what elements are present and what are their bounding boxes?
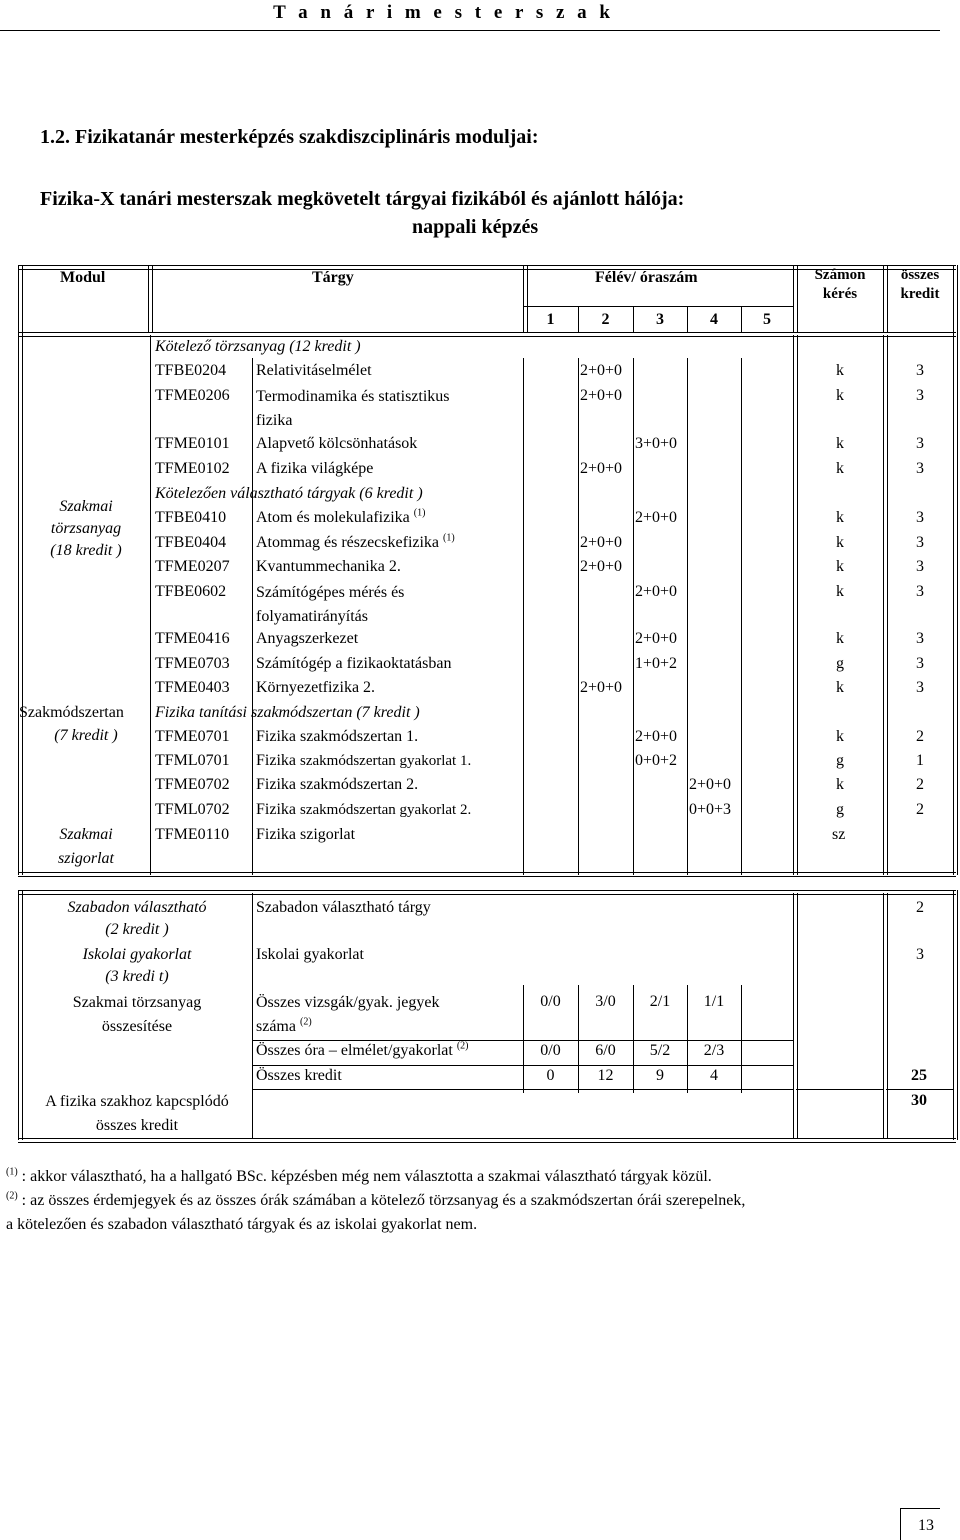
module-szakmai-torzsanyag: Szakmai törzsanyag (18 kredit ) xyxy=(50,498,122,559)
row-exam: k xyxy=(836,776,844,793)
header-rule xyxy=(0,30,940,31)
row-credit: 3 xyxy=(916,655,924,672)
row-exam: k xyxy=(836,728,844,745)
row-name: Alapvető kölcsönhatások xyxy=(256,435,418,452)
kredit-total: 25 xyxy=(911,1067,927,1084)
kredit-sem1: 0 xyxy=(546,1067,555,1084)
semester-5: 5 xyxy=(763,311,771,328)
module-szakmai-szigorlat: Szakmai szigorlat xyxy=(57,826,114,867)
row-credit: 3 xyxy=(916,630,924,647)
row-credit: 1 xyxy=(916,752,924,769)
row-exam: sz xyxy=(832,826,846,843)
row-code: TFME0206 xyxy=(155,387,230,404)
row-exam: k xyxy=(836,558,844,575)
col-header-szamonkeres: Számon kérés xyxy=(814,267,866,302)
row-load: 0+0+3 xyxy=(689,801,732,818)
vizsga-sem3: 2/1 xyxy=(649,993,671,1010)
row-load: 2+0+0 xyxy=(580,387,623,404)
row-exam: g xyxy=(836,752,844,769)
row-load: 2+0+0 xyxy=(635,509,678,526)
row-exam: k xyxy=(836,509,844,526)
module-osszesites: Szakmai törzsanyag összesítése xyxy=(72,994,202,1035)
szabadon-credit: 2 xyxy=(916,899,924,916)
row-load: 2+0+0 xyxy=(580,534,623,551)
row-code: TFML0702 xyxy=(155,801,230,818)
ora-sem4: 2/3 xyxy=(703,1042,725,1059)
row-name: Fizika szakmódszertan 2. xyxy=(256,776,419,793)
row-name: Számítógépes mérés és folyamatirányítás xyxy=(256,584,405,625)
vizsga-label: Összes vizsgák/gyak. jegyek száma $^{(2)}$ xyxy=(256,994,440,1035)
row-name: Atommag és részecskefizika $^{(1)}$ xyxy=(256,532,455,551)
iskolai-credit: 3 xyxy=(916,946,924,963)
row-credit: 3 xyxy=(916,558,924,575)
ora-label: Összes óra – elmélet/gyakorlat $^{(2)}$ xyxy=(256,1040,469,1059)
row-credit: 3 xyxy=(916,460,924,477)
row-name: Anyagszerkezet xyxy=(256,630,359,647)
row-code: TFME0403 xyxy=(155,679,230,696)
page-number-divider xyxy=(900,1508,901,1540)
row-credit: 3 xyxy=(916,362,924,379)
vizsga-sem4: 1/1 xyxy=(703,993,725,1010)
col-header-felev: Félév/ óraszám xyxy=(595,269,698,286)
row-credit: 3 xyxy=(916,509,924,526)
row-load: 2+0+0 xyxy=(580,679,623,696)
module-szakmodszertan: Szakmódszertan xyxy=(19,704,124,721)
row-load: 1+0+2 xyxy=(635,655,678,672)
row-name: Fizika szakmódszertan gyakorlat 1. xyxy=(256,752,472,769)
group-modszertan: Fizika tanítási szakmódszertan (7 kredit ) xyxy=(155,704,420,721)
row-load: 2+0+0 xyxy=(580,558,623,575)
row-code: TFME0110 xyxy=(155,826,230,843)
table-caption-line1: Fizika-X tanári mesterszak megkövetelt tárgyai fizikából és ajánlott hálója: xyxy=(40,188,685,210)
kredit-sem2: 12 xyxy=(597,1067,614,1084)
footnote-2-cont: a kötelezően és szabadon választható tárgyak és az iskolai gyakorlat nem. xyxy=(6,1216,478,1233)
row-exam: k xyxy=(836,534,844,551)
semester-1: 1 xyxy=(546,311,555,328)
module-szabadon: Szabadon választható (2 kredit ) xyxy=(67,899,207,938)
kredit-label: Összes kredit xyxy=(256,1067,342,1084)
kredit-sem3: 9 xyxy=(656,1067,664,1084)
row-credit: 2 xyxy=(916,728,924,745)
group-kotelezo: Kötelező törzsanyag (12 kredit ) xyxy=(155,338,361,355)
section-heading: 1.2. Fizikatanár mesterképzés szakdiszciplináris moduljai: xyxy=(40,126,539,148)
semester-2: 2 xyxy=(601,311,610,328)
row-code: TFBE0204 xyxy=(155,362,227,379)
col-header-kredit: összes kredit xyxy=(900,267,940,302)
kredit-sem4: 4 xyxy=(710,1067,718,1084)
row-code: TFBE0602 xyxy=(155,583,227,600)
footnote-1: $^{(1)}$ : akkor választható, ha a hallgató BSc. képzésben még nem választotta a szakmai választható tárgyak közül. xyxy=(6,1166,712,1185)
row-exam: k xyxy=(836,460,844,477)
row-name: Számítógép a fizikaoktatásban xyxy=(256,655,452,672)
row-name: Fizika szakmódszertan gyakorlat 2. xyxy=(256,801,472,818)
row-exam: k xyxy=(836,679,844,696)
col-header-modul: Modul xyxy=(60,269,106,286)
module-iskolai: Iskolai gyakorlat (3 kredi t) xyxy=(82,946,192,985)
row-load: 3+0+0 xyxy=(635,435,678,452)
row-exam: g xyxy=(836,655,844,672)
row-name: Környezetfizika 2. xyxy=(256,679,376,696)
running-header: T a n á r i m e s t e r s z a k xyxy=(273,2,614,23)
row-name: Fizika szigorlat xyxy=(256,826,356,843)
row-load: 2+0+0 xyxy=(635,630,678,647)
table-caption-line2: nappali képzés xyxy=(412,216,539,238)
row-credit: 3 xyxy=(916,387,924,404)
row-load: 2+0+0 xyxy=(635,583,678,600)
vizsga-sem1: 0/0 xyxy=(540,993,561,1010)
row-load: 2+0+0 xyxy=(580,460,623,477)
page-number: 13 xyxy=(918,1517,934,1534)
row-code: TFME0416 xyxy=(155,630,230,647)
szabadon-targy: Szabadon választható tárgy xyxy=(256,899,431,916)
row-exam: k xyxy=(836,362,844,379)
row-code: TFML0701 xyxy=(155,752,230,769)
row-name: Relativitáselmélet xyxy=(256,362,372,379)
row-code: TFME0703 xyxy=(155,655,230,672)
group-valaszthato: Kötelezően választható tárgyak (6 kredit ) xyxy=(155,485,423,502)
row-code: TFME0102 xyxy=(155,460,230,477)
row-code: TFBE0410 xyxy=(155,509,227,526)
row-code: TFME0701 xyxy=(155,728,230,745)
row-load: 0+0+2 xyxy=(635,752,678,769)
col-header-targy: Tárgy xyxy=(312,269,354,286)
ora-sem2: 6/0 xyxy=(595,1042,616,1059)
row-credit: 3 xyxy=(916,534,924,551)
row-exam: g xyxy=(836,801,844,818)
ora-sem3: 5/2 xyxy=(649,1042,671,1059)
row-exam: k xyxy=(836,435,844,452)
iskolai-targy: Iskolai gyakorlat xyxy=(256,946,364,963)
row-name: Atom és molekulafizika $^{(1)}$ xyxy=(256,507,426,526)
row-code: TFME0702 xyxy=(155,776,230,793)
row-name: Termodinamika és statisztikus fizika xyxy=(256,388,450,429)
row-name: Kvantummechanika 2. xyxy=(256,558,401,575)
footnote-2: $^{(2)}$ : az összes érdemjegyek és az összes órák számában a kötelező törzsanyag és a szakmódszertan órái szerepelnek, xyxy=(6,1190,746,1209)
row-credit: 2 xyxy=(916,776,924,793)
row-code: TFME0101 xyxy=(155,435,230,452)
row-credit: 3 xyxy=(916,435,924,452)
module-szakmodszertan-kredit: (7 kredit ) xyxy=(54,727,118,744)
row-exam: k xyxy=(836,630,844,647)
fizika-total: 30 xyxy=(911,1092,927,1109)
row-exam: k xyxy=(836,583,844,600)
row-name: A fizika világképe xyxy=(256,460,374,477)
row-credit: 3 xyxy=(916,583,924,600)
row-name: Fizika szakmódszertan 1. xyxy=(256,728,419,745)
row-credit: 3 xyxy=(916,679,924,696)
row-credit: 2 xyxy=(916,801,924,818)
row-code: TFME0207 xyxy=(155,558,230,575)
row-load: 2+0+0 xyxy=(580,362,623,379)
page-number-rule xyxy=(900,1508,940,1509)
semester-4: 4 xyxy=(710,311,718,328)
module-fizika-osszes: A fizika szakhoz kapcsplódó összes kredit xyxy=(45,1093,229,1134)
row-load: 2+0+0 xyxy=(635,728,678,745)
row-load: 2+0+0 xyxy=(689,776,732,793)
ora-sem1: 0/0 xyxy=(540,1042,561,1059)
row-code: TFBE0404 xyxy=(155,534,227,551)
semester-3: 3 xyxy=(656,311,664,328)
row-exam: k xyxy=(836,387,844,404)
vizsga-sem2: 3/0 xyxy=(595,993,616,1010)
